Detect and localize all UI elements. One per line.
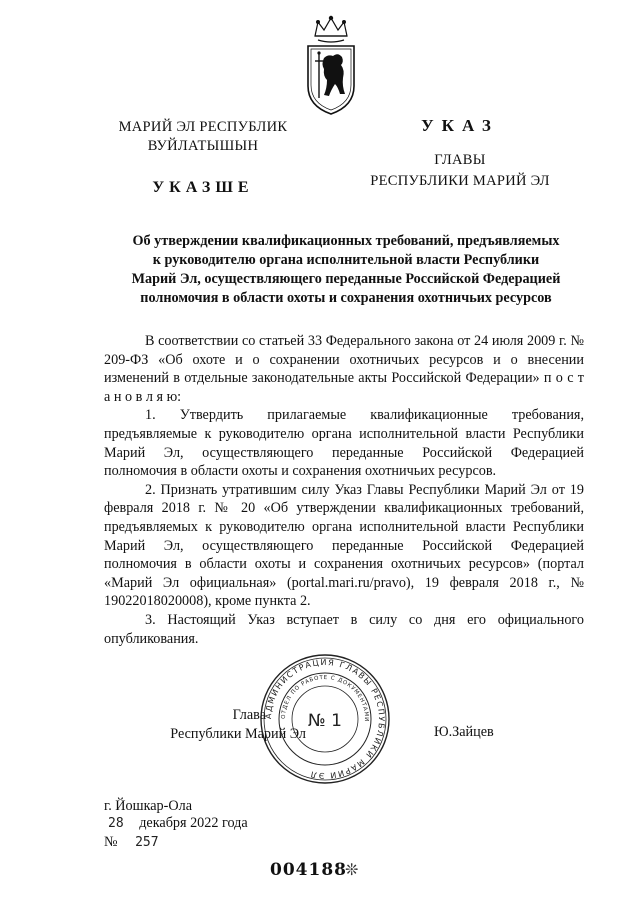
- blank-serial-number: 004188: [270, 860, 347, 880]
- date-line: [108, 815, 248, 832]
- title-line-1: Об утверждении квалификационных требований, предъявляемых: [132, 233, 560, 249]
- signatory-name: Ю.Зайцев: [434, 724, 494, 740]
- title-line-2: к руководителю органа исполнительной власти Республики: [152, 252, 540, 268]
- body-paragraph-preamble: В соответствии со статьей 33 Федерального закона от 24 июля 2009 г. № 209-ФЗ «Об охоте и о сохранении охотничьих ресурсов и о внесении изменений в отдельные законодательные акты Российской Федерации» п о с т а н о в л я ю:: [104, 333, 584, 405]
- seal-number: № 1: [308, 711, 342, 731]
- header-left-title: УКАЗШЕ: [152, 179, 254, 196]
- date-day: 28: [108, 816, 124, 831]
- place-of-signing: г. Йошкар-Ола: [104, 798, 192, 814]
- header-left-line2: ВУЙЛАТЫШЫН: [147, 138, 259, 154]
- header-right-title: УКАЗ: [421, 116, 499, 135]
- number-value: 257: [135, 835, 159, 850]
- header-right-line2: РЕСПУБЛИКИ МАРИЙ ЭЛ: [370, 173, 550, 189]
- document-number-line: [104, 834, 159, 851]
- signature-title-line2: Республики Марий Эл: [170, 725, 306, 742]
- header-left-line1: МАРИЙ ЭЛ РЕСПУБЛИК: [118, 119, 288, 135]
- seal-inner-text: ОТДЕЛ ПО РАБОТЕ С ДОКУМЕНТАМИ: [280, 674, 370, 723]
- date-text: декабря 2022 года: [139, 815, 248, 831]
- body-paragraph-item-2: 2. Признать утратившим силу Указ Главы Республики Марий Эл от 19 февраля 2018 г. № 20 «Об утверждении квалификационных требований, предъявляемых к руководителю органа исполнительной власти Республики Марий Эл, осуществляющего переданные Российской Федерацией полномочия в области охоты и сохранения охотничьих ресурсов» (портал «Марий Эл официальная» (portal.mari.ru/pravo), 19 февраля 2018 г., № 19022018020008), кроме пункта 2.: [104, 481, 584, 610]
- title-line-3: Марий Эл, осуществляющего переданные Российской Федерацией: [131, 271, 561, 287]
- header-right-line1: ГЛАВЫ: [434, 152, 486, 168]
- official-seal-stamp: [258, 652, 392, 786]
- document-title: [108, 232, 584, 308]
- header-right: [360, 116, 560, 192]
- body-paragraph-item-1: 1. Утвердить прилагаемые квалификационные требования, предъявляемые к руководителю органа исполнительной власти Республики Марий Эл, осуществляющего переданные Российской Федерацией полномочия в области охоты и сохранения охотничьих ресурсов.: [104, 407, 584, 480]
- header-left: [108, 118, 298, 197]
- document-body: [104, 332, 584, 648]
- title-line-4: полномочия в области охоты и сохранения охотничьих ресурсов: [140, 290, 552, 306]
- seal-outer-text: АДМИНИСТРАЦИЯ ГЛАВЫ РЕСПУБЛИКИ МАРИЙ ЭЛ: [263, 657, 387, 781]
- body-paragraph-item-3: 3. Настоящий Указ вступает в силу со дня его официального опубликования.: [104, 611, 584, 647]
- coat-of-arms-emblem: [298, 14, 364, 118]
- signature-title-line1: Глава: [232, 707, 266, 723]
- ornament-icon: ❊: [345, 862, 359, 879]
- number-label: №: [104, 834, 118, 850]
